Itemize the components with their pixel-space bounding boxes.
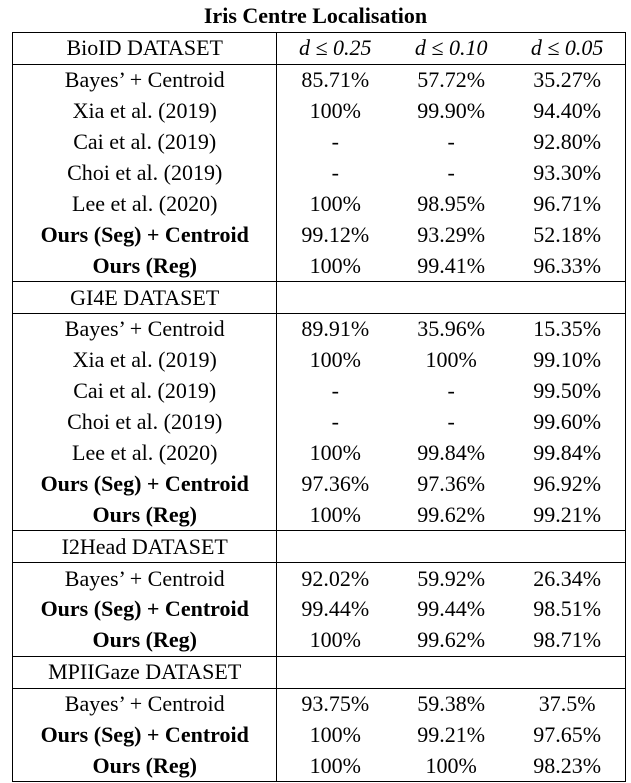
method-name: Choi et al. (2019): [13, 407, 277, 438]
accuracy-value: 100%: [309, 440, 361, 466]
column-header: d ≤ 0.10: [393, 33, 509, 65]
table-row: [13, 468, 626, 499]
accuracy-value: -: [331, 378, 339, 404]
method-name: Ours (Reg): [13, 750, 277, 781]
table-row: [13, 188, 626, 219]
accuracy-value: 99.12%: [301, 221, 370, 247]
results-table: [12, 32, 626, 782]
method-name: Ours (Seg) + Centroid: [13, 219, 277, 250]
dataset-name: MPIIGaze DATASET: [13, 656, 277, 688]
empty-header-cell: [277, 282, 626, 314]
accuracy-value: 100%: [309, 98, 361, 124]
method-name: Cai et al. (2019): [13, 127, 277, 158]
accuracy-value: -: [447, 409, 455, 435]
accuracy-value: -: [447, 129, 455, 155]
method-name: Ours (Reg): [13, 625, 277, 656]
accuracy-value: 89.91%: [301, 316, 370, 342]
dataset-header-row: [13, 531, 626, 563]
method-name: Bayes’ + Centroid: [13, 314, 277, 345]
accuracy-value: 92.80%: [509, 127, 625, 158]
empty-header-cell: [277, 531, 626, 563]
accuracy-value: 35.27%: [509, 64, 625, 95]
accuracy-value: 96.71%: [509, 188, 625, 219]
table-row: [13, 376, 626, 407]
accuracy-value: 85.71%: [301, 67, 370, 93]
accuracy-value: 35.96%: [417, 316, 486, 342]
table-row: [13, 158, 626, 189]
method-name: Xia et al. (2019): [13, 345, 277, 376]
method-name: Xia et al. (2019): [13, 96, 277, 127]
accuracy-value: 99.62%: [417, 627, 486, 653]
accuracy-value: 100%: [309, 501, 361, 527]
table-row: [13, 688, 626, 719]
method-name: Ours (Seg) + Centroid: [13, 468, 277, 499]
accuracy-value: 100%: [309, 722, 361, 748]
method-name: Lee et al. (2020): [13, 438, 277, 469]
accuracy-value: 52.18%: [509, 219, 625, 250]
table-row: [13, 563, 626, 594]
accuracy-value: 97.65%: [509, 720, 625, 751]
dataset-header-row: [13, 33, 626, 65]
accuracy-value: 15.35%: [509, 314, 625, 345]
table-row: [13, 345, 626, 376]
accuracy-value: 99.44%: [417, 596, 486, 622]
accuracy-value: 26.34%: [509, 563, 625, 594]
accuracy-value: -: [447, 378, 455, 404]
accuracy-value: 93.75%: [301, 691, 370, 717]
table-row: [13, 750, 626, 781]
accuracy-value: 100%: [309, 627, 361, 653]
accuracy-value: -: [447, 160, 455, 185]
results-body: [13, 33, 626, 782]
table-row: [13, 250, 626, 281]
column-header: d ≤ 0.25: [277, 33, 393, 65]
column-header: d ≤ 0.05: [509, 33, 625, 65]
accuracy-value: 93.29%: [417, 221, 486, 247]
method-name: Choi et al. (2019): [13, 158, 277, 189]
accuracy-value: 57.72%: [417, 67, 486, 93]
table-row: [13, 438, 626, 469]
accuracy-value: 98.71%: [509, 625, 625, 656]
accuracy-value: 97.36%: [417, 470, 486, 496]
dataset-header-row: [13, 282, 626, 314]
accuracy-value: 92.02%: [301, 565, 370, 591]
accuracy-value: 99.50%: [509, 376, 625, 407]
accuracy-value: 96.33%: [509, 250, 625, 281]
accuracy-value: -: [331, 160, 339, 185]
accuracy-value: 100%: [309, 190, 361, 216]
accuracy-value: 94.40%: [509, 96, 625, 127]
dataset-name: GI4E DATASET: [13, 282, 277, 314]
accuracy-value: 99.90%: [417, 98, 486, 124]
table-row: [13, 720, 626, 751]
method-name: Ours (Seg) + Centroid: [13, 594, 277, 625]
accuracy-value: 99.21%: [509, 499, 625, 530]
empty-header-cell: [277, 656, 626, 688]
dataset-name: BioID DATASET: [13, 33, 277, 65]
accuracy-value: 97.36%: [301, 470, 370, 496]
table-row: [13, 219, 626, 250]
table-row: [13, 96, 626, 127]
accuracy-value: 100%: [309, 347, 361, 373]
table-row: [13, 594, 626, 625]
accuracy-value: 98.95%: [417, 190, 486, 216]
accuracy-value: 99.21%: [417, 722, 486, 748]
accuracy-value: 99.84%: [509, 438, 625, 469]
dataset-header-row: [13, 656, 626, 688]
accuracy-value: -: [331, 409, 339, 435]
accuracy-value: 99.62%: [417, 501, 486, 527]
dataset-name: I2Head DATASET: [13, 531, 277, 563]
accuracy-value: 99.60%: [509, 407, 625, 438]
table-title: Iris Centre Localisation: [203, 3, 428, 28]
accuracy-value: 100%: [425, 347, 477, 373]
accuracy-value: 99.44%: [301, 596, 370, 622]
accuracy-value: 96.92%: [509, 468, 625, 499]
accuracy-value: 59.38%: [417, 691, 486, 717]
method-name: Bayes’ + Centroid: [13, 688, 277, 719]
table-row: [13, 64, 626, 95]
accuracy-value: 98.51%: [509, 594, 625, 625]
method-name: Lee et al. (2020): [13, 188, 277, 219]
accuracy-value: 99.84%: [417, 440, 486, 466]
accuracy-value: 100%: [309, 252, 361, 278]
table-row: [13, 127, 626, 158]
table-row: [13, 499, 626, 530]
method-name: Cai et al. (2019): [13, 376, 277, 407]
accuracy-value: 37.5%: [509, 688, 625, 719]
method-name: Ours (Reg): [13, 250, 277, 281]
table-row: [13, 625, 626, 656]
method-name: Ours (Reg): [13, 499, 277, 530]
accuracy-value: -: [331, 129, 339, 155]
method-name: Ours (Seg) + Centroid: [13, 720, 277, 751]
accuracy-value: 99.10%: [509, 345, 625, 376]
accuracy-value: 93.30%: [509, 158, 625, 189]
accuracy-value: 99.41%: [417, 252, 486, 278]
method-name: Bayes’ + Centroid: [13, 563, 277, 594]
table-row: [13, 314, 626, 345]
accuracy-value: 100%: [393, 750, 509, 781]
method-name: Bayes’ + Centroid: [13, 64, 277, 95]
table-row: [13, 407, 626, 438]
accuracy-value: 98.23%: [509, 750, 625, 781]
accuracy-value: 59.92%: [417, 565, 486, 591]
accuracy-value: 100%: [277, 750, 393, 781]
